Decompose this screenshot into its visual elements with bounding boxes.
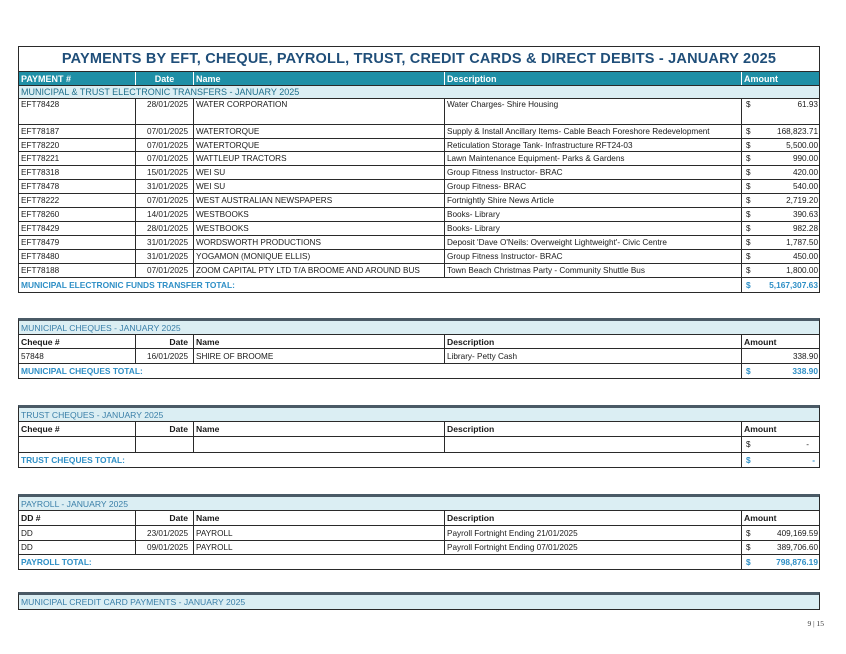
payee-name: WATERTORQUE bbox=[193, 139, 444, 151]
payment-id: EFT78479 bbox=[21, 238, 60, 247]
table-row bbox=[19, 349, 819, 364]
eft-total-row bbox=[19, 278, 819, 292]
empty-cell bbox=[19, 437, 135, 452]
cheques-total-label: MUNICIPAL CHEQUES TOTAL: bbox=[21, 366, 143, 376]
col-header-amount: Amount bbox=[741, 511, 821, 525]
payment-amount: $ 168,823.71 bbox=[741, 125, 821, 138]
payroll-description: Payroll Fortnight Ending 07/01/2025 bbox=[444, 541, 741, 554]
payee-name: WESTBOOKS bbox=[193, 208, 444, 221]
col-header-payment: PAYMENT # bbox=[21, 73, 72, 84]
col-header-cheque: Cheque # bbox=[21, 336, 60, 347]
eft-section-title: MUNICIPAL & TRUST ELECTRONIC TRANSFERS - JANUARY 2025 bbox=[19, 86, 819, 99]
payment-description: Town Beach Christmas Party - Community Shuttle Bus bbox=[444, 264, 741, 277]
col-header-description: Description bbox=[444, 72, 741, 85]
table-row bbox=[19, 437, 819, 453]
table-row bbox=[19, 139, 819, 152]
payment-date: 07/01/2025 bbox=[135, 194, 193, 207]
empty-cell bbox=[444, 437, 741, 452]
payment-date: 07/01/2025 bbox=[135, 139, 193, 151]
table-row bbox=[19, 250, 819, 264]
payroll-name: PAYROLL bbox=[193, 526, 444, 540]
eft-table bbox=[18, 46, 820, 293]
col-header-description: Description bbox=[444, 335, 741, 348]
cheques-header-row bbox=[19, 335, 819, 349]
payment-description: Lawn Maintenance Equipment- Parks & Gardens bbox=[444, 152, 741, 165]
credit-card-section-title: MUNICIPAL CREDIT CARD PAYMENTS - JANUARY 2025 bbox=[19, 595, 819, 609]
payroll-amount: $ 389,706.60 bbox=[741, 541, 821, 554]
payment-description: Group Fitness- BRAC bbox=[444, 180, 741, 193]
payment-description: Supply & Install Ancillary Items- Cable Beach Foreshore Redevelopment bbox=[444, 125, 741, 138]
payment-date: 31/01/2025 bbox=[135, 250, 193, 263]
table-row bbox=[19, 180, 819, 194]
payroll-section-title: PAYROLL - JANUARY 2025 bbox=[19, 497, 819, 511]
col-header-amount: Amount bbox=[741, 422, 821, 436]
col-header-date: Date bbox=[135, 335, 193, 348]
payment-id: EFT78480 bbox=[21, 252, 60, 261]
payroll-table bbox=[18, 494, 820, 570]
payment-date: 14/01/2025 bbox=[135, 208, 193, 221]
table-row bbox=[19, 526, 819, 541]
trust-section-title: TRUST CHEQUES - JANUARY 2025 bbox=[19, 408, 819, 422]
payment-amount: $ 450.00 bbox=[741, 250, 821, 263]
payment-description: Group Fitness Instructor- BRAC bbox=[444, 166, 741, 179]
eft-total-amount: $ 5,167,307.63 bbox=[741, 278, 821, 292]
page-title: PAYMENTS BY EFT, CHEQUE, PAYROLL, TRUST, CREDIT CARDS & DIRECT DEBITS - JANUARY 2025 bbox=[19, 47, 819, 72]
empty-cell bbox=[135, 437, 193, 452]
payment-id: EFT78220 bbox=[21, 140, 60, 150]
payment-id: EFT78260 bbox=[21, 210, 60, 219]
payment-id: EFT78428 bbox=[21, 100, 60, 109]
table-row bbox=[19, 541, 819, 555]
payment-amount: $ 982.28 bbox=[741, 222, 821, 235]
payment-description: Reticulation Storage Tank- Infrastructure RFT24-03 bbox=[444, 139, 741, 151]
payment-description: Deposit 'Dave O'Neils: Overweight Lightweight'- Civic Centre bbox=[444, 236, 741, 249]
payroll-date: 09/01/2025 bbox=[135, 541, 193, 554]
payment-date: 31/01/2025 bbox=[135, 236, 193, 249]
payment-amount: $ 5,500.00 bbox=[741, 139, 821, 151]
payment-amount: $ 61.93 bbox=[741, 99, 821, 124]
page-number: 9 | 15 bbox=[807, 619, 824, 628]
payment-date: 28/01/2025 bbox=[135, 222, 193, 235]
payment-description: Books- Library bbox=[444, 222, 741, 235]
payment-amount: $ 1,787.50 bbox=[741, 236, 821, 249]
trust-total-label: TRUST CHEQUES TOTAL: bbox=[21, 455, 125, 465]
payroll-amount: $ 409,169.59 bbox=[741, 526, 821, 540]
eft-total-label: MUNICIPAL ELECTRONIC FUNDS TRANSFER TOTAL: bbox=[21, 280, 235, 290]
payment-date: 15/01/2025 bbox=[135, 166, 193, 179]
eft-header-row bbox=[19, 72, 819, 86]
table-row bbox=[19, 152, 819, 166]
payee-name: SHIRE OF BROOME bbox=[193, 349, 444, 363]
table-row bbox=[19, 194, 819, 208]
table-row bbox=[19, 125, 819, 139]
cheque-amount: 338.90 bbox=[741, 349, 821, 363]
payee-name: WEI SU bbox=[193, 166, 444, 179]
payment-id: EFT78188 bbox=[21, 266, 60, 275]
payroll-date: 23/01/2025 bbox=[135, 526, 193, 540]
payment-amount: $ 420.00 bbox=[741, 166, 821, 179]
payment-amount: $ 540.00 bbox=[741, 180, 821, 193]
payment-id: EFT78187 bbox=[21, 127, 60, 136]
cheque-description: Library- Petty Cash bbox=[444, 349, 741, 363]
payment-description: Fortnightly Shire News Article bbox=[444, 194, 741, 207]
cheque-id: 57848 bbox=[21, 351, 44, 361]
trust-table bbox=[18, 405, 820, 468]
payroll-total-label: PAYROLL TOTAL: bbox=[21, 557, 92, 567]
cheque-date: 16/01/2025 bbox=[135, 349, 193, 363]
col-header-dd: DD # bbox=[21, 513, 41, 523]
table-row bbox=[19, 222, 819, 236]
col-header-description: Description bbox=[444, 511, 741, 525]
table-row bbox=[19, 264, 819, 278]
payroll-id: DD bbox=[21, 543, 33, 552]
trust-total-row bbox=[19, 453, 819, 467]
payee-name: WESTBOOKS bbox=[193, 222, 444, 235]
payment-description: Books- Library bbox=[444, 208, 741, 221]
payroll-total-row bbox=[19, 555, 819, 569]
payroll-id: DD bbox=[21, 528, 33, 538]
payment-date: 07/01/2025 bbox=[135, 264, 193, 277]
cheques-total-amount: $ 338.90 bbox=[741, 364, 821, 378]
table-row bbox=[19, 166, 819, 180]
trust-header-row bbox=[19, 422, 819, 437]
payroll-header-row bbox=[19, 511, 819, 526]
payment-description: Group Fitness Instructor- BRAC bbox=[444, 250, 741, 263]
payroll-name: PAYROLL bbox=[193, 541, 444, 554]
payment-amount: $ 2,719.20 bbox=[741, 194, 821, 207]
trust-total-amount: $ - bbox=[741, 453, 821, 467]
col-header-date: Date bbox=[135, 72, 193, 85]
table-row bbox=[19, 236, 819, 250]
col-header-amount: Amount bbox=[741, 72, 821, 85]
payee-name: WATTLEUP TRACTORS bbox=[193, 152, 444, 165]
trust-amount: $ - bbox=[741, 437, 821, 452]
payroll-description: Payroll Fortnight Ending 21/01/2025 bbox=[444, 526, 741, 540]
col-header-date: Date bbox=[135, 511, 193, 525]
payment-id: EFT78221 bbox=[21, 154, 60, 163]
empty-cell bbox=[193, 437, 444, 452]
col-header-description: Description bbox=[444, 422, 741, 436]
col-header-cheque: Cheque # bbox=[21, 424, 60, 434]
payment-amount: $ 990.00 bbox=[741, 152, 821, 165]
payee-name: WEST AUSTRALIAN NEWSPAPERS bbox=[193, 194, 444, 207]
payment-id: EFT78222 bbox=[21, 196, 60, 205]
payment-amount: $ 390.63 bbox=[741, 208, 821, 221]
col-header-name: Name bbox=[193, 335, 444, 348]
payee-name: WATERTORQUE bbox=[193, 125, 444, 138]
payment-id: EFT78429 bbox=[21, 224, 60, 233]
payment-date: 31/01/2025 bbox=[135, 180, 193, 193]
payroll-total-amount: $ 798,876.19 bbox=[741, 555, 821, 569]
col-header-name: Name bbox=[193, 422, 444, 436]
payee-name: ZOOM CAPITAL PTY LTD T/A BROOME AND AROUND BUS bbox=[193, 264, 444, 277]
payment-description: Water Charges- Shire Housing bbox=[444, 99, 741, 124]
cheques-section-title: MUNICIPAL CHEQUES - JANUARY 2025 bbox=[19, 321, 819, 335]
col-header-name: Name bbox=[193, 72, 444, 85]
payment-date: 28/01/2025 bbox=[135, 99, 193, 124]
credit-card-table bbox=[18, 592, 820, 610]
payee-name: WORDSWORTH PRODUCTIONS bbox=[193, 236, 444, 249]
payment-id: EFT78318 bbox=[21, 168, 60, 177]
col-header-name: Name bbox=[193, 511, 444, 525]
col-header-amount: Amount bbox=[741, 335, 821, 348]
cheques-total-row bbox=[19, 364, 819, 378]
table-row bbox=[19, 99, 819, 125]
payee-name: WATER CORPORATION bbox=[193, 99, 444, 124]
payee-name: YOGAMON (MONIQUE ELLIS) bbox=[193, 250, 444, 263]
payment-amount: $ 1,800.00 bbox=[741, 264, 821, 277]
payment-id: EFT78478 bbox=[21, 182, 60, 191]
payee-name: WEI SU bbox=[193, 180, 444, 193]
col-header-date: Date bbox=[135, 422, 193, 436]
cheques-table bbox=[18, 318, 820, 379]
payment-date: 07/01/2025 bbox=[135, 152, 193, 165]
table-row bbox=[19, 208, 819, 222]
payment-date: 07/01/2025 bbox=[135, 125, 193, 138]
